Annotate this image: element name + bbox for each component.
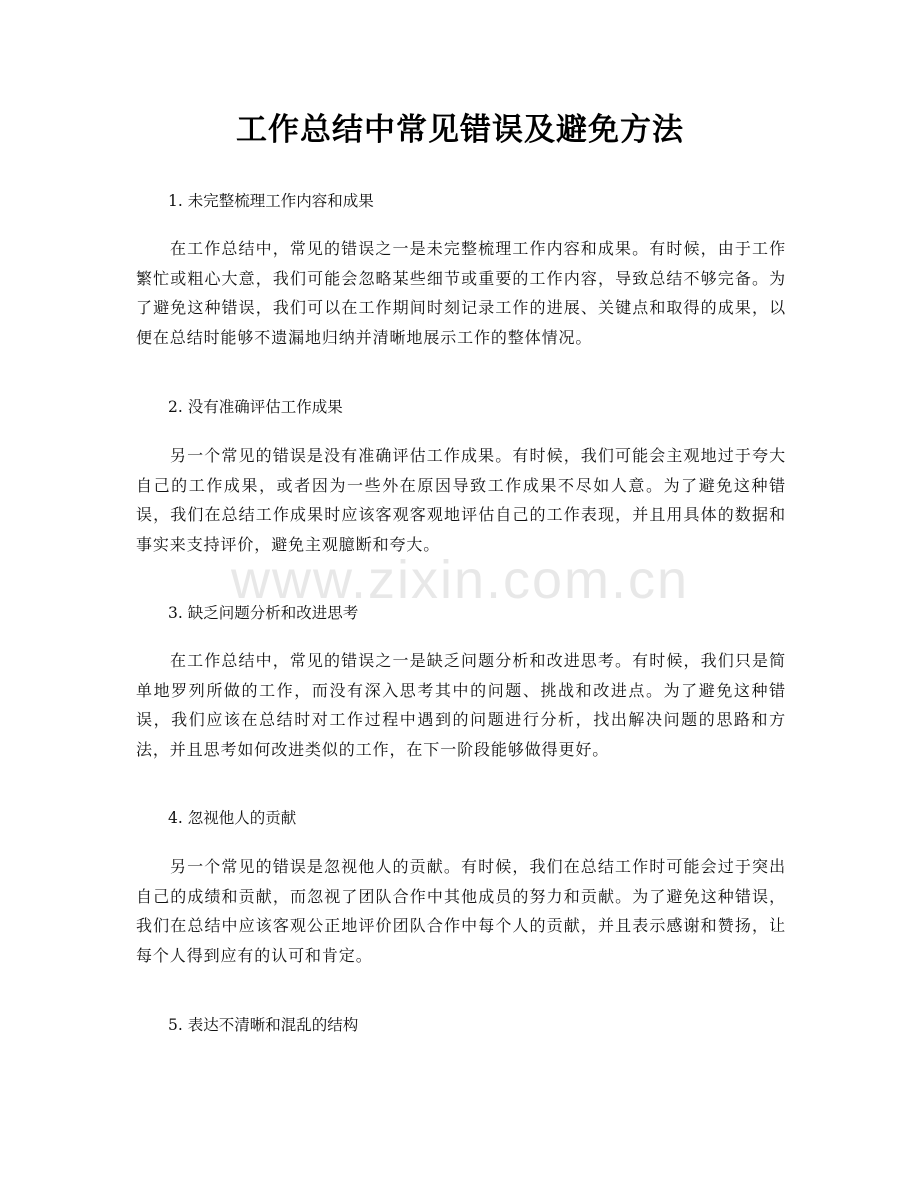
section-paragraph-4: 另一个常见的错误是忽视他人的贡献。有时候，我们在总结工作时可能会过于突出自己的成绩和贡献，而忽视了团队合作中其他成员的努力和贡献。为了避免这种错误，我们在总结中应该客观公正地评价团队合作中每个人的贡献，并且表示感谢和赞扬，让每个人得到应有的认可和肯定。 [136,857,786,965]
section-heading-5: 5. 表达不清晰和混乱的结构 [168,1016,359,1034]
section-heading-3: 3. 缺乏问题分析和改进思考 [168,604,359,622]
page-title: 工作总结中常见错误及避免方法 [236,112,684,148]
section-heading-2: 2. 没有准确评估工作成果 [168,398,343,416]
watermark: www.zixin.com.cn [230,550,690,610]
section-paragraph-3: 在工作总结中，常见的错误之一是缺乏问题分析和改进思考。有时候，我们只是简单地罗列所做的工作，而没有深入思考其中的问题、挑战和改进点。为了避免这种错误，我们应该在总结时对工作过程中遇到的问题进行分析，找出解决问题的思路和方法，并且思考如何改进类似的工作，在下一阶段能够做得更好。 [136,651,786,759]
section-paragraph-2: 另一个常见的错误是没有准确评估工作成果。有时候，我们可能会主观地过于夸大自己的工作成果，或者因为一些外在原因导致工作成果不尽如人意。为了避免这种错误，我们在总结工作成果时应该客观客观地评估自己的工作表现，并且用具体的数据和事实来支持评价，避免主观臆断和夸大。 [136,446,786,554]
section-paragraph-1: 在工作总结中，常见的错误之一是未完整梳理工作内容和成果。有时候，由于工作繁忙或粗心大意，我们可能会忽略某些细节或重要的工作内容，导致总结不够完备。为了避免这种错误，我们可以在工作期间时刻记录工作的进展、关键点和取得的成果，以便在总结时能够不遗漏地归纳并清晰地展示工作的整体情况。 [136,239,786,347]
section-heading-1: 1. 未完整梳理工作内容和成果 [168,192,374,210]
section-heading-4: 4. 忽视他人的贡献 [168,809,297,827]
